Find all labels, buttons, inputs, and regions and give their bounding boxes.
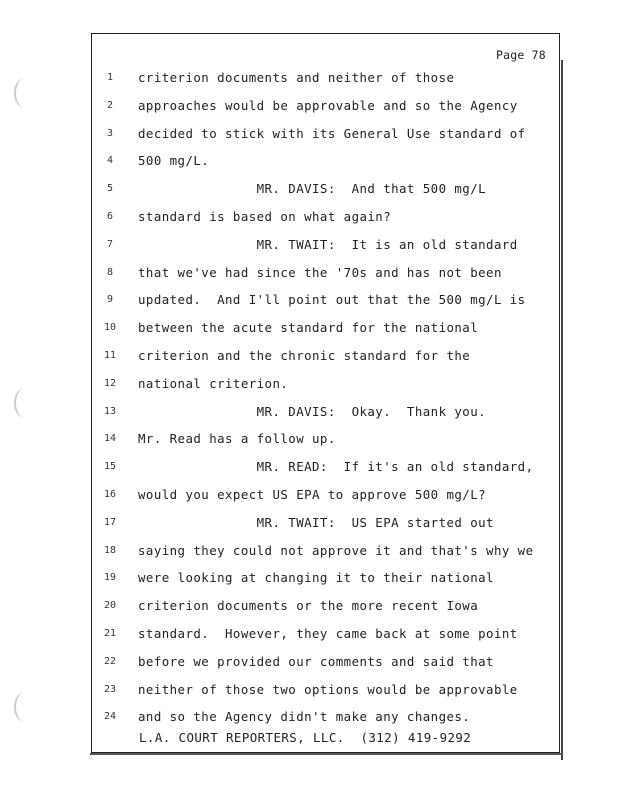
transcript-line: were looking at changing it to their national [138, 570, 494, 586]
transcript-line: MR. DAVIS: And that 500 mg/L [138, 181, 487, 197]
transcript-line: MR. DAVIS: Okay. Thank you. [138, 403, 487, 419]
line-number: 5 [106, 183, 114, 195]
court-reporter-footer: L.A. COURT REPORTERS, LLC. (312) 419-9292 [139, 730, 472, 745]
line-number: 9 [106, 294, 114, 306]
transcript-line: criterion and the chronic standard for the [138, 348, 471, 363]
page-border [91, 33, 560, 753]
transcript-line: neither of those two options would be approvable [138, 681, 518, 697]
line-number: 12 [103, 377, 117, 389]
transcript-line: and so the Agency didn't make any changes. [138, 709, 471, 725]
transcript-line: MR. TWAIT: It is an old standard [138, 236, 518, 252]
line-number: 2 [106, 99, 114, 111]
transcript-line: saying they could not approve it and that's why we [138, 542, 534, 558]
transcript-line: approaches would be approvable and so the Agency [138, 97, 518, 113]
transcript-line: before we provided our comments and said that [138, 653, 494, 669]
line-number: 15 [103, 461, 117, 473]
page-border-shadow-right [561, 60, 563, 760]
line-number: 10 [103, 322, 117, 334]
line-number: 23 [103, 683, 117, 695]
transcript-line: between the acute standard for the national [138, 320, 479, 336]
transcript-line: updated. And I'll point out that the 500 mg/L is [138, 292, 526, 308]
line-number: 1 [106, 72, 114, 83]
line-number: 18 [103, 544, 117, 556]
line-number: 11 [103, 350, 117, 361]
line-number: 7 [106, 238, 114, 250]
line-number: 8 [106, 266, 114, 278]
page-border-shadow-bottom [90, 753, 563, 755]
line-number: 22 [103, 655, 117, 667]
transcript-line: standard. However, they came back at some point [138, 626, 518, 641]
punch-hole-top [14, 78, 36, 108]
punch-hole-bottom [14, 692, 36, 722]
line-number: 17 [103, 516, 117, 528]
transcript-line: MR. READ: If it's an old standard, [138, 459, 534, 475]
line-number: 13 [103, 405, 117, 417]
transcript-line: would you expect US EPA to approve 500 mg/L? [138, 487, 487, 502]
transcript-line: decided to stick with its General Use standard of [138, 125, 526, 141]
transcript-line: MR. TWAIT: US EPA started out [138, 514, 494, 530]
transcript-line: Mr. Read has a follow up. [138, 431, 336, 447]
line-number: 20 [103, 600, 117, 612]
transcript-line: national criterion. [138, 375, 289, 391]
line-number: 3 [106, 127, 114, 139]
transcript-line: standard is based on what again? [138, 209, 392, 224]
transcript-line: that we've had since the '70s and has not been [138, 264, 502, 280]
line-number: 14 [103, 433, 117, 445]
line-number: 16 [103, 489, 117, 500]
punch-hole-middle [14, 388, 36, 418]
line-number: 24 [103, 711, 117, 723]
transcript-line: 500 mg/L. [138, 153, 210, 169]
transcript-line: criterion documents or the more recent Iowa [138, 598, 479, 614]
transcript-line: criterion documents and neither of those [138, 70, 455, 85]
page-number: Page 78 [496, 48, 546, 62]
line-number: 4 [106, 155, 114, 167]
line-number: 21 [103, 628, 117, 639]
line-number: 6 [106, 211, 114, 222]
line-number: 19 [103, 572, 117, 584]
